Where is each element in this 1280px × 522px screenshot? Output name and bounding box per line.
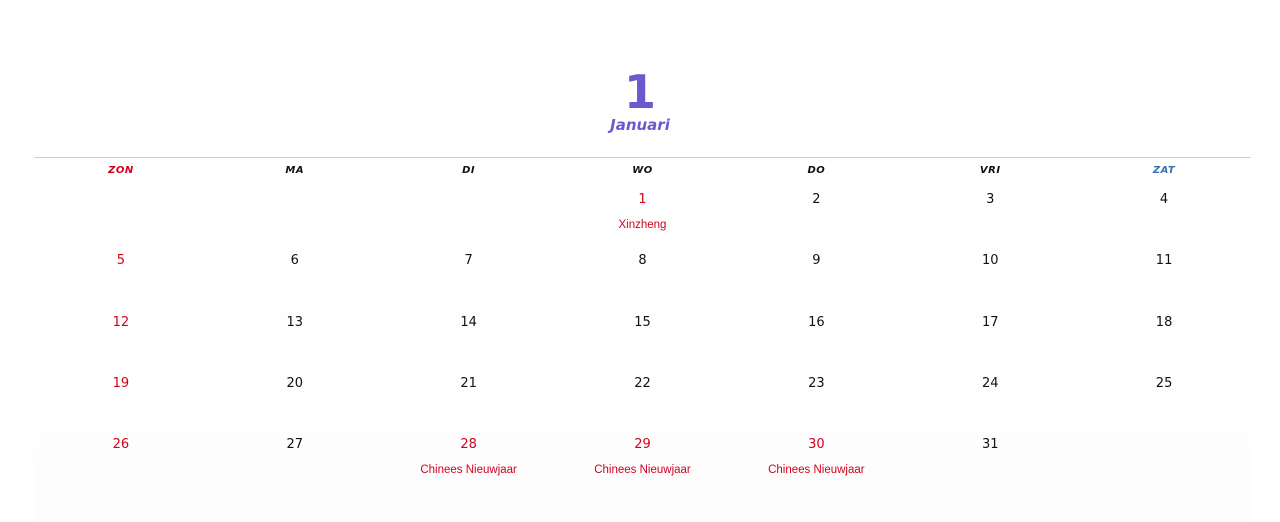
day-number: 6 — [290, 253, 299, 269]
empty-day-cell — [382, 188, 556, 249]
month-number: 1 — [623, 65, 656, 119]
day-cell[interactable] — [903, 372, 1077, 433]
day-cell[interactable] — [208, 311, 382, 372]
day-number: 20 — [286, 375, 304, 391]
weeks-container — [34, 188, 1251, 494]
day-cell[interactable] — [34, 433, 208, 494]
weekday-tuesday: DI — [462, 165, 476, 176]
day-number: 3 — [986, 192, 995, 207]
calendar-grid — [34, 158, 1251, 522]
day-number: 5 — [116, 253, 126, 269]
day-cell[interactable] — [903, 433, 1077, 494]
day-number: 14 — [460, 314, 477, 330]
day-cell[interactable] — [1077, 372, 1251, 433]
day-cell[interactable] — [729, 311, 903, 372]
day-number: 21 — [460, 375, 477, 391]
day-cell[interactable] — [382, 311, 556, 372]
day-cell[interactable] — [1077, 311, 1251, 372]
day-cell[interactable] — [208, 433, 382, 494]
day-number: 22 — [634, 375, 651, 391]
day-cell[interactable] — [729, 188, 903, 249]
day-number: 8 — [638, 253, 647, 269]
day-number: 18 — [1155, 314, 1173, 330]
day-number: 24 — [981, 375, 999, 391]
day-cell[interactable] — [556, 188, 730, 249]
weekday-wednesday: WO — [632, 165, 653, 176]
day-number: 26 — [112, 437, 130, 452]
day-number: 19 — [112, 375, 130, 391]
day-cell[interactable] — [34, 311, 208, 372]
month-name: Januari — [610, 116, 670, 134]
day-number: 12 — [112, 314, 130, 330]
day-cell[interactable] — [34, 372, 208, 433]
empty-day-cell — [208, 188, 382, 249]
empty-day-cell — [34, 188, 208, 249]
day-cell[interactable] — [556, 372, 730, 433]
empty-day-cell — [1077, 433, 1251, 494]
weekday-thursday: DO — [807, 165, 826, 176]
day-number: 30 — [808, 437, 825, 452]
weekday-sunday: ZON — [108, 165, 134, 176]
weekday-friday: VRI — [979, 165, 1001, 176]
day-cell[interactable] — [208, 249, 382, 310]
day-number: 23 — [808, 375, 825, 391]
day-number: 25 — [1155, 375, 1173, 391]
day-cell[interactable] — [903, 311, 1077, 372]
day-number: 7 — [464, 253, 473, 269]
day-cell[interactable] — [729, 249, 903, 310]
day-number: 9 — [812, 253, 821, 269]
day-number: 1 — [638, 192, 647, 207]
day-cell[interactable] — [903, 249, 1077, 310]
day-number: 10 — [981, 253, 999, 269]
holiday-label: Xinzheng — [618, 219, 667, 231]
weekday-saturday: ZAT — [1152, 165, 1176, 176]
day-cell[interactable] — [1077, 188, 1251, 249]
holiday-label: Chinees Nieuwjaar — [594, 464, 691, 476]
day-number: 2 — [812, 192, 821, 207]
day-number: 28 — [460, 437, 477, 452]
day-number: 16 — [808, 314, 825, 330]
day-cell[interactable] — [382, 433, 556, 494]
day-cell[interactable] — [729, 372, 903, 433]
holiday-label: Chinees Nieuwjaar — [420, 464, 517, 476]
weekday-monday: MA — [285, 165, 305, 176]
day-number: 29 — [634, 437, 651, 452]
holiday-label: Chinees Nieuwjaar — [768, 464, 865, 476]
day-cell[interactable] — [556, 433, 730, 494]
day-cell[interactable] — [556, 249, 730, 310]
day-number: 17 — [981, 314, 999, 330]
day-cell[interactable] — [556, 311, 730, 372]
day-number: 11 — [1155, 253, 1173, 269]
day-cell[interactable] — [903, 188, 1077, 249]
day-cell[interactable] — [382, 249, 556, 310]
weekday-header-row — [34, 165, 1251, 181]
day-cell[interactable] — [208, 372, 382, 433]
day-number: 13 — [286, 314, 304, 330]
day-number: 27 — [286, 437, 304, 452]
day-cell[interactable] — [1077, 249, 1251, 310]
day-cell[interactable] — [34, 249, 208, 310]
day-number: 31 — [981, 437, 999, 452]
day-cell[interactable] — [729, 433, 903, 494]
day-number: 15 — [634, 314, 651, 330]
day-number: 4 — [1159, 192, 1169, 207]
day-cell[interactable] — [382, 372, 556, 433]
